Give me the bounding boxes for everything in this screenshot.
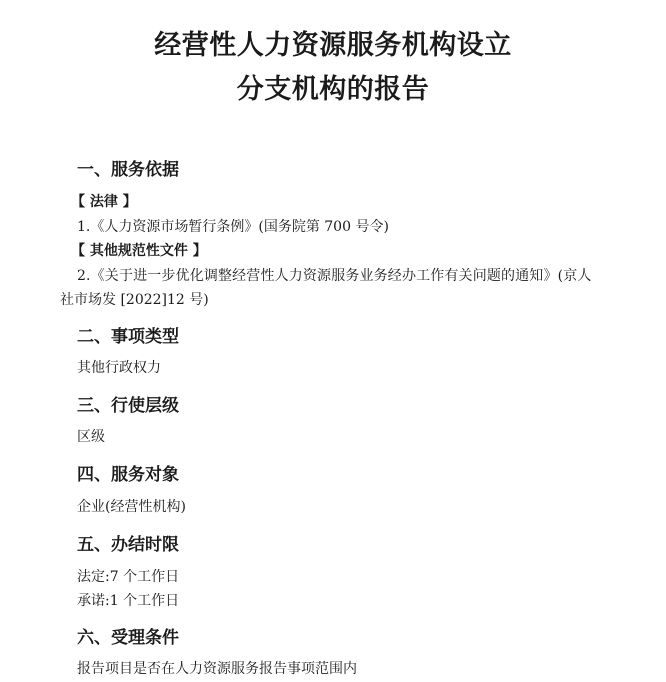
service-target-value: 企业(经营性机构)	[77, 499, 186, 515]
document-title-line-1: 经营性人力资源服务机构设立	[154, 30, 512, 61]
subsection-label-other-normative-documents: 【 其他规范性文件 】	[71, 243, 207, 259]
document-title-line-2: 分支机构的报告	[236, 74, 430, 105]
normative-document-item-2-line-2: 社市场发 [2022]12 号)	[60, 292, 209, 308]
acceptance-condition-line: 报告项目是否在人力资源服务报告事项范围内	[77, 661, 357, 677]
law-item-1: 1.《人力资源市场暂行条例》(国务院第 700 号令)	[77, 219, 389, 235]
subsection-label-law: 【 法律 】	[71, 194, 137, 210]
section-heading-exercise-level: 三、行使层级	[77, 396, 179, 416]
section-heading-time-limit: 五、办结时限	[77, 535, 179, 555]
section-heading-service-basis: 一、服务依据	[77, 160, 179, 180]
section-heading-acceptance-conditions: 六、受理条件	[77, 628, 179, 648]
exercise-level-value: 区级	[77, 429, 105, 445]
section-heading-item-type: 二、事项类型	[77, 327, 179, 347]
section-heading-service-target: 四、服务对象	[77, 465, 179, 485]
item-type-value: 其他行政权力	[77, 360, 161, 376]
committed-time-limit: 承诺:1 个工作日	[77, 593, 180, 609]
statutory-time-limit: 法定:7 个工作日	[77, 569, 180, 585]
normative-document-item-2-line-1: 2.《关于进一步优化调整经营性人力资源服务业务经办工作有关问题的通知》(京人	[77, 268, 592, 284]
